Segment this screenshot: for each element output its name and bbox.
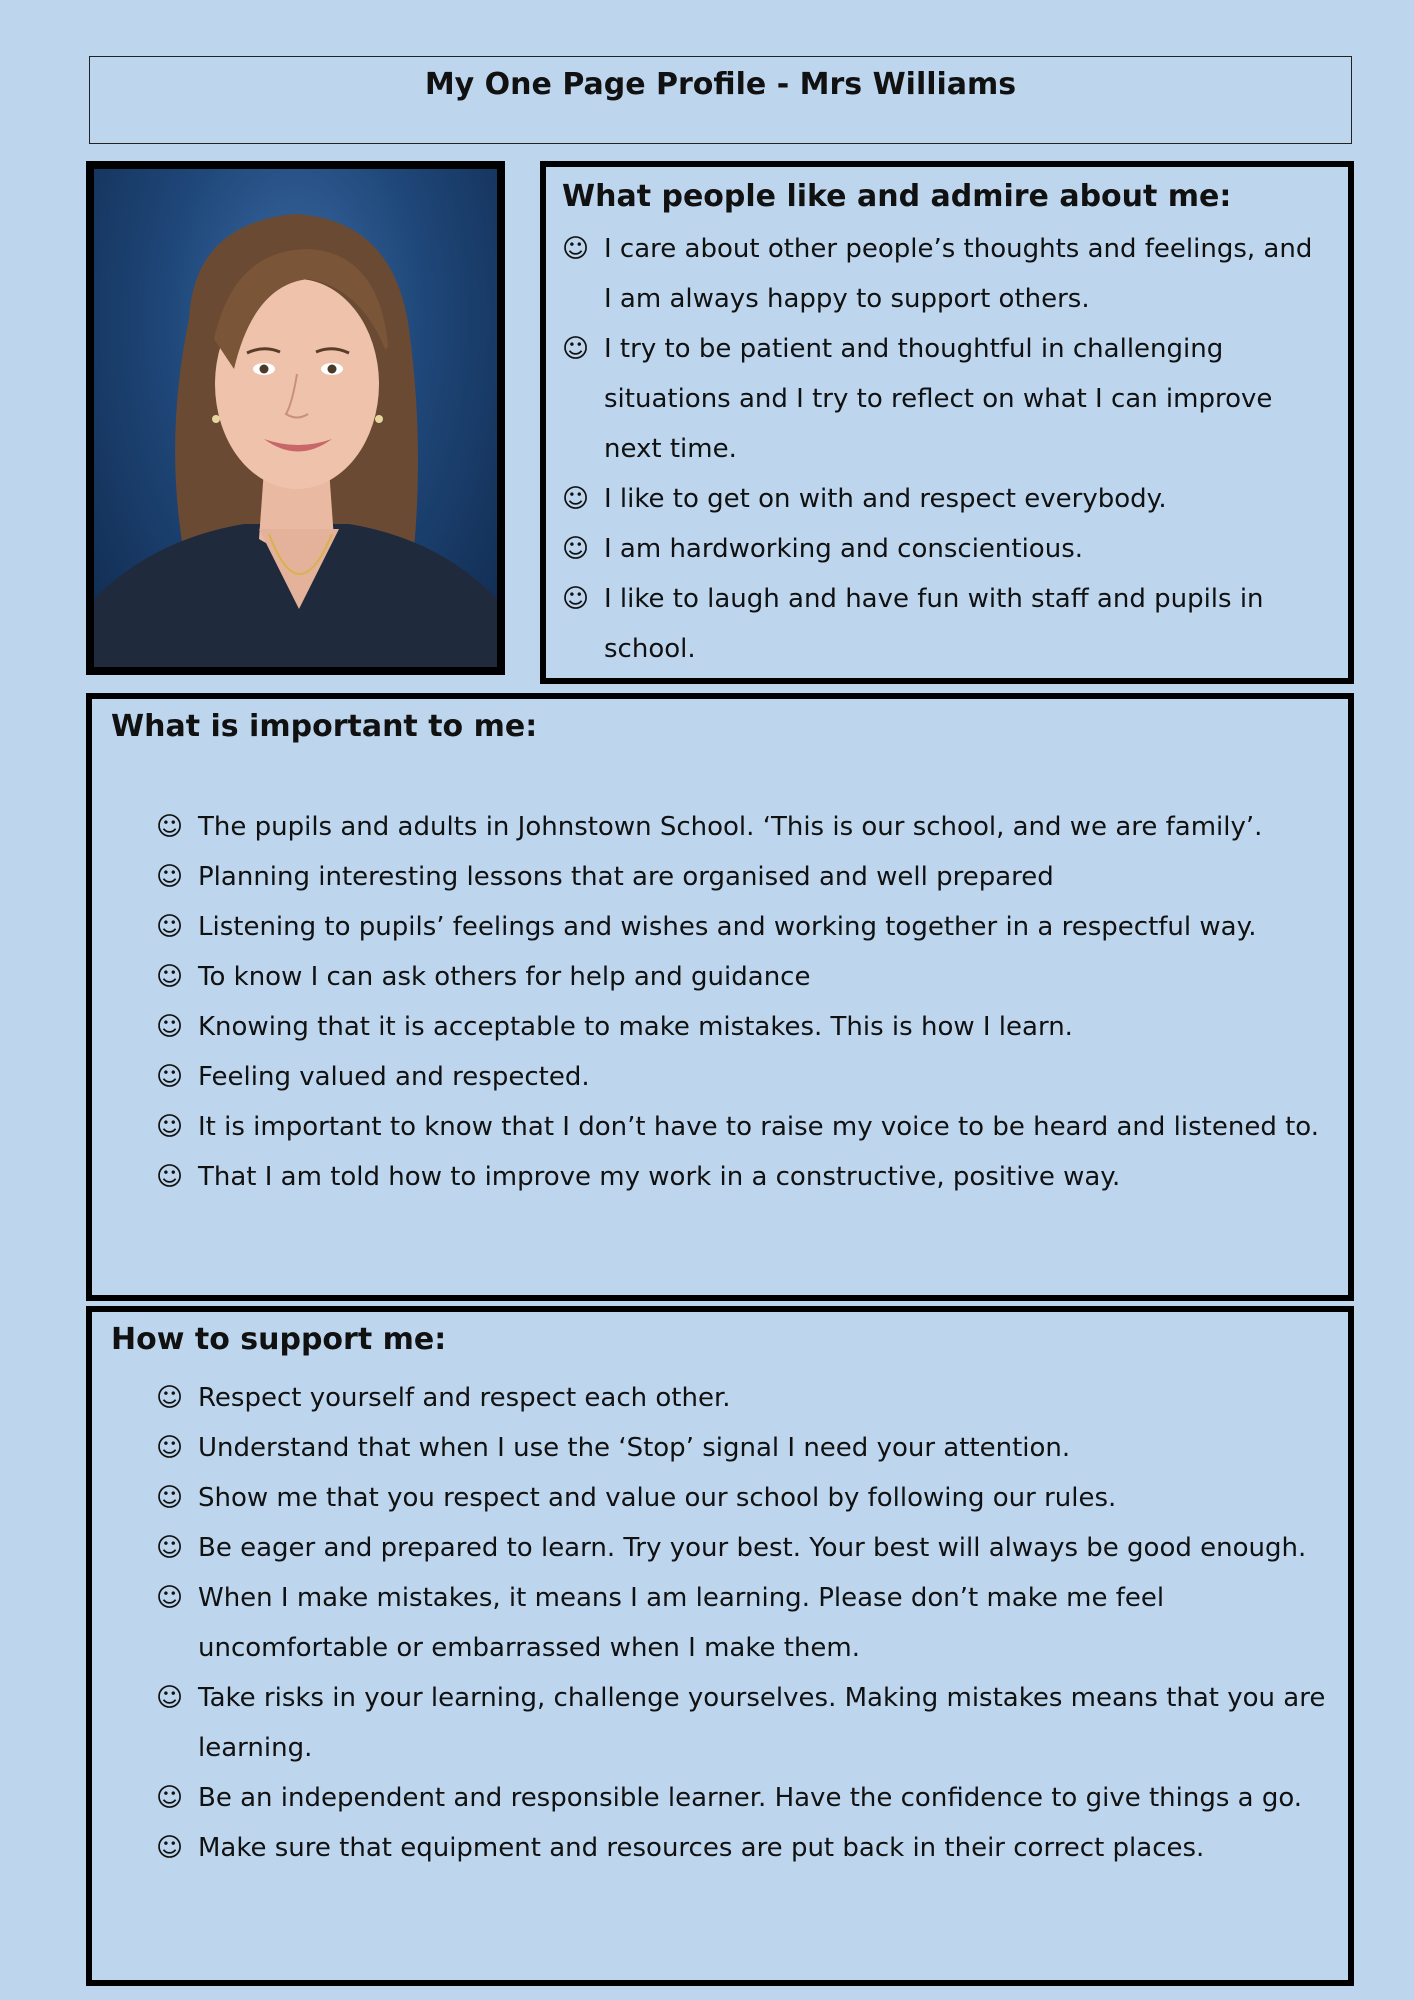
list-item: ☺ I care about other people’s thoughts and feelings, and I am always happy to support others. [562, 224, 1328, 324]
smiley-icon: ☺ [156, 812, 184, 842]
admire-list [562, 224, 1328, 674]
list-item: ☺ Listening to pupils’ feelings and wishes and working together in a respectful way. [156, 902, 1328, 952]
smiley-icon: ☺ [156, 1483, 184, 1513]
important-list [111, 802, 1328, 1202]
smiley-icon: ☺ [156, 1683, 184, 1713]
list-item: ☺ Be eager and prepared to learn. Try your best. Your best will always be good enough. [156, 1523, 1328, 1573]
list-item: ☺ It is important to know that I don’t have to raise my voice to be heard and listened to. [156, 1102, 1328, 1152]
smiley-icon: ☺ [562, 584, 590, 614]
smiley-icon: ☺ [156, 1012, 184, 1042]
smiley-icon: ☺ [156, 862, 184, 892]
important-panel [86, 693, 1354, 1301]
portrait-illustration [94, 169, 497, 667]
list-item: ☺ Make sure that equipment and resources are put back in their correct places. [156, 1823, 1328, 1873]
title-box [89, 56, 1352, 144]
page-title: My One Page Profile - Mrs Williams [424, 67, 1017, 102]
list-item: ☺ The pupils and adults in Johnstown School. ‘This is our school, and we are family’. [156, 802, 1328, 852]
admire-panel [540, 161, 1354, 684]
smiley-icon: ☺ [562, 484, 590, 514]
smiley-icon: ☺ [562, 234, 590, 264]
smiley-icon: ☺ [156, 1162, 184, 1192]
smiley-icon: ☺ [156, 1062, 184, 1092]
portrait-photo [94, 169, 497, 667]
important-heading: What is important to me: [111, 709, 538, 744]
smiley-icon: ☺ [156, 1383, 184, 1413]
support-panel [86, 1306, 1354, 1986]
smiley-icon: ☺ [156, 962, 184, 992]
list-item: ☺ When I make mistakes, it means I am learning. Please don’t make me feel uncomfortable or embarrassed when I make them. [156, 1573, 1328, 1673]
list-item: ☺ I am hardworking and conscientious. [562, 524, 1328, 574]
smiley-icon: ☺ [156, 1783, 184, 1813]
list-item: ☺ Show me that you respect and value our school by following our rules. [156, 1473, 1328, 1523]
list-item: ☺ Respect yourself and respect each other. [156, 1373, 1328, 1423]
list-item: ☺ Understand that when I use the ‘Stop’ signal I need your attention. [156, 1423, 1328, 1473]
list-item: ☺ I like to laugh and have fun with staff and pupils in school. [562, 574, 1328, 674]
support-list [111, 1373, 1328, 1873]
list-item: ☺ I try to be patient and thoughtful in challenging situations and I try to reflect on what I can improve next time. [562, 324, 1328, 474]
smiley-icon: ☺ [156, 1533, 184, 1563]
list-item: ☺ Feeling valued and respected. [156, 1052, 1328, 1102]
smiley-icon: ☺ [156, 912, 184, 942]
portrait-photo-frame [86, 161, 505, 675]
list-item: ☺ Knowing that it is acceptable to make mistakes. This is how I learn. [156, 1002, 1328, 1052]
smiley-icon: ☺ [156, 1112, 184, 1142]
list-item: ☺ To know I can ask others for help and guidance [156, 952, 1328, 1002]
smiley-icon: ☺ [156, 1433, 184, 1463]
support-heading: How to support me: [111, 1322, 447, 1357]
list-item: ☺ That I am told how to improve my work in a constructive, positive way. [156, 1152, 1328, 1202]
smiley-icon: ☺ [562, 534, 590, 564]
list-item: ☺ I like to get on with and respect everybody. [562, 474, 1328, 524]
smiley-icon: ☺ [562, 334, 590, 364]
list-item: ☺ Planning interesting lessons that are organised and well prepared [156, 852, 1328, 902]
smiley-icon: ☺ [156, 1833, 184, 1863]
admire-heading: What people like and admire about me: [562, 179, 1232, 214]
smiley-icon: ☺ [156, 1583, 184, 1613]
list-item: ☺ Take risks in your learning, challenge yourselves. Making mistakes means that you are learning. [156, 1673, 1328, 1773]
list-item: ☺ Be an independent and responsible learner. Have the confidence to give things a go. [156, 1773, 1328, 1823]
